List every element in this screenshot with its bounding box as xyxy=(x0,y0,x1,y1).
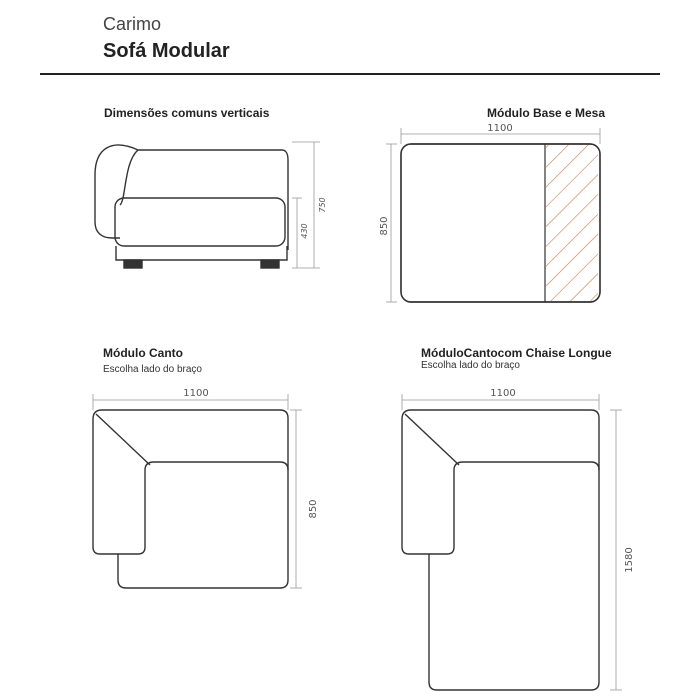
side-seat-cushion xyxy=(115,198,285,246)
corner-diagonal xyxy=(96,414,150,465)
side-frame xyxy=(138,150,288,250)
chaise-seat-top xyxy=(463,462,599,470)
corner-seat-top xyxy=(154,462,288,470)
corner-dim-depth: 850 xyxy=(308,499,319,519)
side-foot-left xyxy=(124,260,142,268)
base-dim-width: 1100 xyxy=(487,123,513,134)
corner-dimension-lines xyxy=(93,394,302,588)
side-foot-right xyxy=(261,260,279,268)
chaise-module-drawing xyxy=(402,410,599,690)
side-dimension-lines xyxy=(292,142,320,268)
chaise-dim-width: 1100 xyxy=(490,388,516,399)
chaise-diagonal xyxy=(405,414,459,465)
dim-total-height: 750 xyxy=(318,197,327,213)
section-title-base: Módulo Base e Mesa xyxy=(487,106,606,120)
section-title-chaise: MóduloCantocom Chaise Longue xyxy=(421,346,612,360)
corner-seat-left xyxy=(118,462,154,554)
section-subtitle-chaise: Escolha lado do braço xyxy=(421,360,520,371)
section-subtitle-corner: Escolha lado do braço xyxy=(103,364,202,375)
dim-seat-height: 430 xyxy=(300,223,309,239)
chaise-dim-depth: 1580 xyxy=(624,547,635,573)
corner-module-drawing xyxy=(93,410,288,588)
section-title-vertical: Dimensões comuns verticais xyxy=(104,106,270,120)
section-title-corner: Módulo Canto xyxy=(103,346,183,360)
side-view-drawing xyxy=(95,145,288,268)
base-dim-depth: 850 xyxy=(379,216,390,236)
brand-name: Carimo xyxy=(103,14,162,34)
chaise-seat-left xyxy=(429,462,463,554)
corner-dim-width: 1100 xyxy=(183,388,209,399)
corner-outer-outline xyxy=(93,410,288,588)
side-base xyxy=(116,246,287,260)
side-back-curve xyxy=(120,150,138,205)
chaise-outer-outline xyxy=(402,410,599,690)
table-hatch xyxy=(546,144,598,301)
page-title: Sofá Modular xyxy=(103,40,230,62)
chaise-dimension-lines xyxy=(402,394,622,690)
